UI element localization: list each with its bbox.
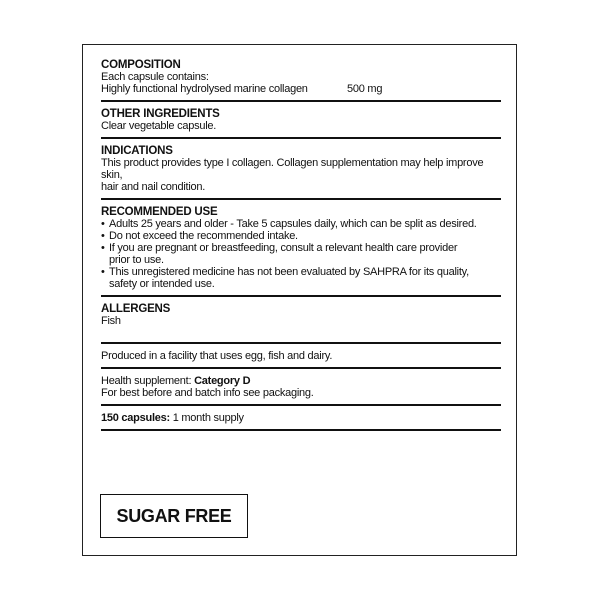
facility-note: Produced in a facility that uses egg, fish and dairy. (101, 350, 333, 362)
health-supplement-section (101, 375, 501, 406)
ingredient-name: Highly functional hydrolysed marine collagen (101, 83, 308, 95)
sugar-free-badge: SUGAR FREE (100, 494, 248, 538)
composition-intro: Each capsule contains: (101, 71, 209, 83)
health-supplement-prefix: Health supplement: (101, 375, 195, 387)
allergens-text: Fish (101, 315, 121, 327)
supplement-label (82, 44, 517, 556)
composition-section (101, 59, 501, 102)
indications-line-2: hair and nail condition. (101, 181, 206, 193)
indications-heading: INDICATIONS (101, 145, 173, 157)
list-item: • Adults 25 years and older - Take 5 capsules daily, which can be split as desired. (101, 218, 501, 230)
list-item: • This unregistered medicine has not been evaluated by SAHPRA for its quality, safety or intended use. (101, 266, 501, 290)
health-supplement-line (101, 375, 501, 387)
facility-section (101, 350, 501, 369)
batch-note: For best before and batch info see packaging. (101, 387, 314, 399)
recommended-use-section (101, 206, 501, 297)
composition-heading: COMPOSITION (101, 59, 181, 71)
label-content (101, 59, 501, 437)
list-item: • Do not exceed the recommended intake. (101, 230, 501, 242)
capsule-count: 150 capsules: (101, 412, 170, 424)
other-ingredients-text: Clear vegetable capsule. (101, 120, 217, 132)
recommended-use-list (101, 218, 501, 290)
indications-line-1: This product provides type I collagen. Collagen supplementation may help improve skin, (101, 157, 484, 181)
list-item: • If you are pregnant or breastfeeding, consult a relevant health care provider prior to use. (101, 242, 501, 266)
allergens-section (101, 303, 501, 344)
recommended-use-heading: RECOMMENDED USE (101, 206, 218, 218)
health-supplement-category: Category D (194, 375, 251, 387)
other-ingredients-heading: OTHER INGREDIENTS (101, 108, 220, 120)
ingredient-amount: 500 mg (347, 83, 383, 95)
indications-section (101, 145, 501, 200)
composition-ingredient-row (101, 83, 501, 95)
other-ingredients-section (101, 108, 501, 139)
supply-duration: 1 month supply (169, 412, 244, 424)
allergens-heading: ALLERGENS (101, 303, 171, 315)
supply-section (101, 412, 501, 431)
